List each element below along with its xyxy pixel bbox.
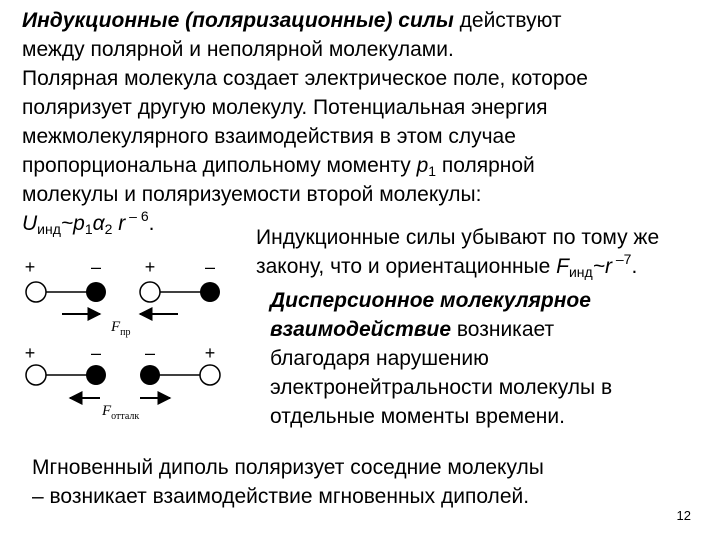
r-exponent: – 6 bbox=[125, 208, 149, 224]
paragraph-3-line-5: отдельные моменты времени. bbox=[270, 405, 565, 428]
force-sub: инд bbox=[568, 264, 593, 280]
row2-negative-atom-1 bbox=[86, 365, 106, 385]
dispersion-term-end: взаимодействие bbox=[270, 318, 452, 341]
alpha-sub: 2 bbox=[104, 221, 113, 237]
paragraph-2-line-1: Индукционные силы убывают по тому же bbox=[256, 226, 660, 249]
page-number: 12 bbox=[676, 508, 691, 523]
row2-sign-2: – bbox=[90, 343, 102, 363]
induction-energy-formula bbox=[22, 208, 155, 237]
alpha-symbol: α bbox=[92, 212, 105, 235]
paragraph-1-line-2: между полярной и неполярной молекулами. bbox=[22, 38, 454, 61]
paragraph-2-line-2 bbox=[256, 251, 638, 280]
paragraph-1-line-5: межмолекулярного взаимодействия в этом случае bbox=[22, 125, 516, 148]
paragraph-3-line-1: Дисперсионное молекулярное bbox=[270, 289, 591, 312]
row1-sign-3: + bbox=[144, 257, 156, 277]
row1-sign-2: – bbox=[90, 257, 102, 277]
p1-line1-rest: действуют bbox=[453, 9, 562, 32]
row2-sign-3: – bbox=[144, 343, 156, 363]
induction-forces-term: Индукционные (поляризационные) силы bbox=[22, 9, 454, 32]
row1-force-label: $F_{пр}$ bbox=[111, 319, 131, 338]
p2-dot: . bbox=[631, 255, 638, 278]
dipole-moment-sub: 1 bbox=[428, 163, 437, 179]
paragraph-3-line-3: благодаря нарушению bbox=[270, 347, 489, 370]
r7-exponent: –7 bbox=[611, 251, 632, 267]
p1-line6-b: полярной bbox=[436, 154, 535, 177]
paragraph-1-line-6 bbox=[22, 153, 535, 178]
row1-sign-4: – bbox=[204, 257, 216, 277]
paragraph-3-line-2 bbox=[270, 317, 554, 342]
p1-line6-a: пропорциональна дипольному моменту bbox=[22, 154, 417, 177]
r-symbol: r bbox=[112, 212, 126, 235]
dipole-moment-symbol: p bbox=[416, 154, 429, 177]
dipole-diagram bbox=[0, 255, 240, 445]
formula-dot: . bbox=[148, 212, 155, 235]
row1-positive-atom-1 bbox=[26, 282, 46, 302]
u-sub: инд bbox=[37, 221, 61, 237]
row1-negative-atom-1 bbox=[86, 282, 106, 302]
p3-line2-rest: возникает bbox=[451, 318, 555, 341]
row2-sign-1: + bbox=[24, 343, 36, 363]
p-sub: 1 bbox=[84, 221, 93, 237]
paragraph-3-line-4: электронейтральности молекулы в bbox=[270, 376, 613, 399]
row1-negative-atom-2 bbox=[200, 282, 220, 302]
row2-negative-atom-2 bbox=[140, 365, 160, 385]
row1-sign-1: + bbox=[24, 257, 36, 277]
force-symbol: F bbox=[556, 255, 569, 278]
paragraph-1-line-1 bbox=[22, 8, 562, 33]
row2-force-label: $F_{отталк}$ bbox=[102, 403, 140, 422]
row2-sign-4: + bbox=[204, 343, 216, 363]
paragraph-1-line-7: молекулы и поляризуемости второй молекулы: bbox=[22, 183, 482, 206]
paragraph-1-line-4: поляризует другую молекулу. Потенциальная энергия bbox=[22, 96, 548, 119]
row1-positive-atom-2 bbox=[140, 282, 160, 302]
tilde-p: ~p bbox=[60, 212, 85, 235]
paragraph-1-line-3: Полярная молекула создает электрическое поле, которое bbox=[22, 67, 588, 90]
paragraph-4-line-1: Мгновенный диполь поляризует соседние молекулы bbox=[32, 456, 544, 479]
row2-positive-atom-2 bbox=[200, 365, 220, 385]
u-symbol: U bbox=[22, 212, 38, 235]
row2-positive-atom-1 bbox=[26, 365, 46, 385]
tilde-r: ~r bbox=[592, 255, 612, 278]
p2-line2-a: закону, что и ориентационные bbox=[256, 255, 557, 278]
paragraph-4-line-2: – возникает взаимодействие мгновенных диполей. bbox=[32, 485, 530, 508]
